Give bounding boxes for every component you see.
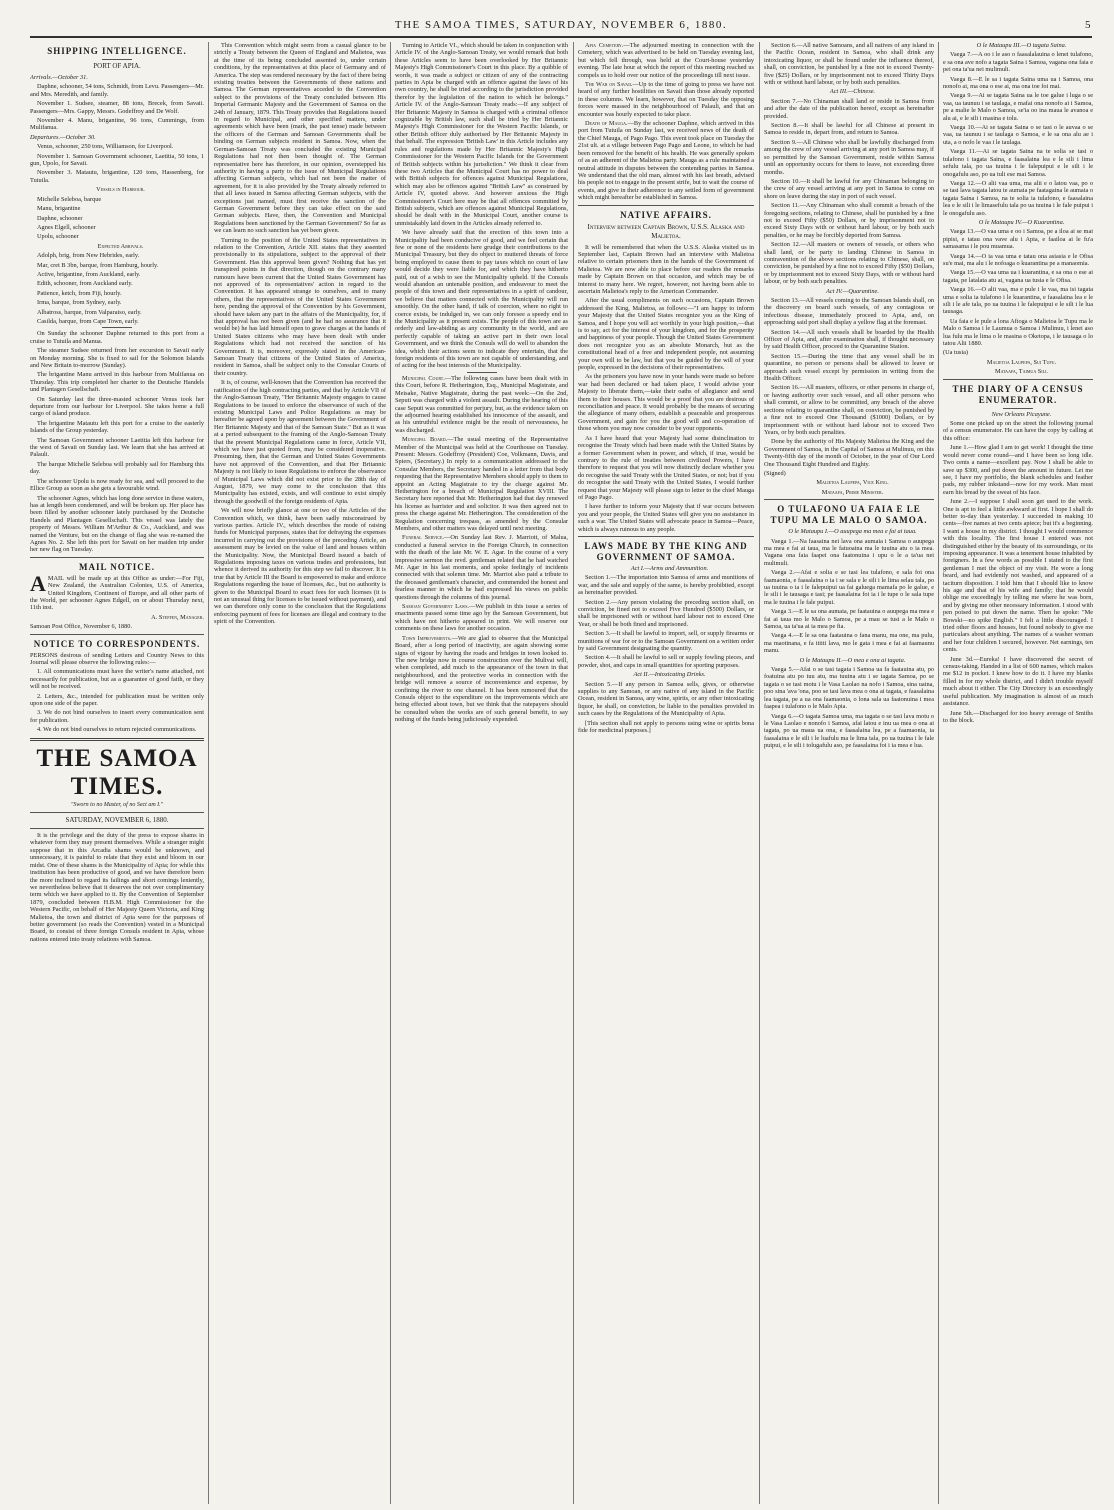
local-item-title: Municipal Court. [402,374,445,382]
local-item-text: —On Sunday last Rev. J. Marriott, of Malua, conducted a funeral service in the Foreign Church, in connection with the death of the late Mr. W. E. Agar. In the course of a very impressive sermon the revd. gentleman related that he had watched Mr. Agar in his last moments, and spoke feelingly of incidents connected with that solemn time. Mr. Marriot also paid a tribute to the deceased gentleman's character, and commended the honest and fearless manner in which he had expressed his views on public questions through the columns of this journal. [395,534,568,601]
native-paragraph: As I have heard that your Majesty had some disinclination to recognise the Treaty which had been made with the United States by a former Government when in power, and which, if true, would be contrary to the rule of treaties between civilized Powers, I have therefore to request that you will now distinctly declare whether you do recognise the said Treaty with the United States, or not; but if you do recognise the said Treaty with the United States, I would further request that your Majesty will please sign to letter to the chief Mauga of Pago Pago. [578,434,754,501]
law-section: Section 9.—All Chinese who shall be lawfully discharged from among the crew of any vessel arriving at any port in Samoa may, if so permitted by the Samoan Government, reside within Samoa until an opportunity occurs for them to leave, not exceeding three months. [764,138,934,176]
local-item-text: —The usual meeting of the Representative Member of the Municipal was held at the Courthouse on Tuesday. Present: Messrs. Godeffroy (President) Coe, Volkmann, Davis, and Spiers, (Secretary.) In reply to a communication addressed to the Consular Members, the Secretary handed in a letter from that body requesting that the Representative Members should apply to them to appoint an Acting Magistrate to try the charge against Mr. Hetherington for a breach of Municipal Regulation XVIII. The Secretary here reported that Mr. Hetherington had that day renewed his license as barrister and and solicitor. It was then agreed not to press the charge against Mr. Hetherington. The consideration of the Regulation concerning trespass, as amended by the Consular Members, and other matters was delayed until next meeting. [395,436,568,532]
editorial-paragraph: Turning to Article VI., which should be taken in conjunction with Article IV. of the Anglo-Samoan Treaty, we would remark that both these Articles seem to have been overlooked by Her Britannic Majesty's High Commissioner's Court in this place. By a quibble of words, it was made a subject or citizen of any of the contracting parties in Apia be charged with an offence against the laws of his own country, he shall be tried according to the jurisdiction provided therefor by the legislation of the nation to which he belongs." Article IV. of the Anglo-Samoan Treaty reads:—If any subject of Her Britannic Majesty in Samoa is charged with a criminal offence cognizable by British law, such shall be tried by Her Britannic Majesty's High Commissioner for the Western Pacific Islands, or other British officer duly authorised by Her Britannic Majesty in that behalf. The expression 'British Law' in this Article includes any rules and regulations made by Her Britannic Majesty's High Commissioner for the Western Pacific Islands for the Government of British subjects within his jurisdiction." We think it clear from these two Articles that the Municipal Court has no power to deal with British subjects for offences against Municipal Regulations, which may also be offences against "British Law" as construed by Article IV, quoted above. And however anxious the High Commissioner's Court here may be that all offences committed by British subjects, which are offences against Municipal Regulations, should be dealt with in the Municipal Court, another course is unmistakably laid down in the Articles already referred to. [395,42,568,227]
correspondents-rule: 4. We do not bind ourselves to return rejected communications. [37,726,197,734]
law-section: [This section shall not apply to persons using wine or spirits bona fide for medicinal purposes.] [578,719,754,735]
diary-paragraph: June 2.—I suppose I shall soon get used to the work. One is apt to feel a little awkward at first. I hope I shall do better to-day than yesterday. I succeeded in making 10 cents—five names at two cents apiece; but it's a beginning. I want a house in my district. I thought I would commence with this locality. The first house I entered was not distinguished either by the beauty of its surroundings, or its imposing appearance. It was a tenement house inhabited by foreigners. In a few words as possible I stated to the first gentleman I met the object of my visit. He wore a long beard, and had evidently not washed, and appeared of a taciturn disposition. I told him that I should like to know his age and that of his wife and family; that he would oblige me exceedingly by telling me where he was born, and by giving me other necessary information. I stood with pen poised to put down the name. Then he spoke: "Me Bowski—no spike English." I felt a little discouraged. I tried other floors and houses, but found nobody to give me particulars about anything. The names of a washer woman and her four children I secured, however. Net earnings, ten cents. [943,498,1093,654]
arrival-entry: November 4. Manu, brigantine, 96 tons, Cummings, from Mulifanua. [30,117,204,132]
local-item [395,635,568,724]
port-heading: PORT OF APIA. [93,62,141,70]
column-4 [578,42,754,1504]
departures-label: Departures.—October 30. [30,133,96,141]
vaega: Vaega 15.—O vaa uma ua i kuarantina, e sa ona o ese ai tagata, pe latalata atu ai, vagana ua tusia e le Ofisa. [943,269,1093,284]
diary-heading: THE DIARY OF A CENSUS ENUMERATOR. [952,383,1084,405]
running-head-title: THE SAMOA TIMES, SATURDAY, NOVEMBER 6, 1880. [394,19,728,31]
expected-entry: Casilda, barque, from Cape Town, early. [37,317,139,325]
column-5 [764,42,934,1504]
editorial-paragraph: We have already said that the erection of this town into a Municipality had been conducive of good, and we feel certain that few or none of the residents here grudge their contributions to the Municipal Treasury, but they do object to muttered threats of force being employed to cause them to pay taxes which no court of law would decide they were liable for, and which they have hitherto paid, out of a wish to see the Municipality upheld. If the Consuls would abandon an untenable position, and endeavour to meet the people of this town and their representatives in a spirit of candour, we believe that matters connected with the Municipality will run smoothly. On the other hand, if talk of coercion, where no right to coerce exists, be indulged in, we can only foresee a speedy end to the Municipality as it present exists. The people of this town are as orderly and law-abiding as any community in the world, and are perfectly capable of taking an active part in their own local Government, and we think the Consuls will do well to abandon the idea, which their actions seem to indicate they entertain, that the foreign residents of this town are not capable of understanding, and of acting for the best interests of the Municipality. [395,229,568,370]
vessel-entry: Michelle Seleboa, barque [37,195,102,203]
law-section: Section 13.—All vessels coming to the Samoan Islands shall, on the discovery on board such vessels, of any contagious or infectious disease, immediately proceed to Apia, and, on approaching said port shall display a yellow flag at the foremast. [764,297,934,327]
local-item-title: Funeral Service. [402,534,445,542]
law-section: Section 10.—It shall be lawful for any Chinaman belonging to the crew of any vessel arriving at any port in Samoa to come on shore on leave during the stay in port of such vessel. [764,177,934,200]
section-rule [578,536,754,537]
local-item [395,375,568,434]
section-rule [578,205,754,206]
tulafono-heading: O TULAFONO UA FAIA E LE TUPU MA LE MALO O SAMOA. [770,504,928,526]
diary-paragraph: June 5th.—Discharged for too heavy average of Smiths to the block. [943,709,1093,724]
shipping-note: The Samoan Government schooner Laetitia left this harbour for the west of Savaii on Sunday last. We learn that she has arrived at Palauli. [30,436,204,459]
local-item-title: Samoan Government Laws. [402,603,470,611]
law-section: Section 4.—It shall be lawful to sell or supply fowling pieces, and powder, shot, and caps in small quantities for sporting purposes. [578,654,754,669]
vaega: Vaega 13.—O vaa uma e oo i Samoa, pe a iloa ai se mai pipisi, e tatau ona vave alu i Apia, e faailoa ai le fu'a samasama i le pou muamua. [943,228,1093,251]
shipping-note: On Saturday last the three-masted schooner Venus took her departure from our harbour for Liverpool. She takes home a full cargo of island produce. [30,395,204,418]
local-item [578,42,754,79]
ornament-rule [1003,408,1033,409]
law-section: Section 7.—No Chinaman shall land or reside in Samoa from and after the date of the publication hereof, except as hereinafter provided. [764,97,934,120]
column-1 [30,42,204,1504]
diary-source: New Orleans Picayune. [991,410,1052,418]
local-item-text: —By the schooner Daphne, which arrived in this port from Tutuila on Sunday last, we received news of the death of the Chief Mauga, of Pago Pago. This event took place on Tuesday the 21st ult. at a village between Pago Pago and Leone, to which he had been removed for the benefit of his health. He was generally spoken of as an adherent of the Malietoa party. Mauga as a rule maintained a neutral attitude in disputes between the contending parties in Samoa. We understand that the old man, almost with his last breath, advised his people not to engage in the present strife, but to wait the course of events, and give in their adherence to any settled form of government which might hereafter be established in Samoa. [578,120,754,202]
local-item-title: Death of Mauga. [585,120,628,128]
section-rule [30,557,204,558]
law-section: Section 14.—All such vessels shall be boarded by the Health Officer of Apia, and, after examination shall, if thought necessary by said Health Officer, proceed to the Quarantine Station. [764,328,934,351]
expected-entry: Active, brigantine, from Auckland, early. [37,270,141,278]
vaega: Vaega 10.—Ai se tagata Saina o se tasi o le auvaa o se vaa, ua taunuu i se taulaga o Samoa, e le sa ona alu ae i uta, a o nofo le vaa i le taulaga. [943,124,1093,146]
mail-heading: MAIL NOTICE. [78,561,155,572]
shipping-heading: SHIPPING INTELLIGENCE. [47,46,187,56]
laws-closing: Done by the authority of His Majesty Malietoa the King and the Government of Samoa, in the Capital of Samoa at Mulinuu, on this Twenty-fifth day of the month of October, in the year of Our Lord One Thousand Eight Hundred and Eighty. [764,438,934,468]
mail-body [30,570,204,612]
vessels-label: Vessels in Harbour. [96,186,145,194]
column-divider [573,42,574,1504]
vaega: Vaega 11.—Ai se tagata Saina na te solia se tasi o tulafono i tagata Saina, e faasalaina lea e le sili i lima sefulu tala, po ua tuuina i le falepuipui e le sili i le onogafulu aso, po ua tuli ese mai Samoa. [943,148,1093,178]
correspondents-rule: 3. We do not bind ourselves to insert every communication sent for publication. [30,709,204,724]
law-section: Section 16.—All masters, officers, or other persons in charge of, or having authority over such vessel, and all other persons who shall commit, or allow to be committed, any breach of the above sections relating to quarantine shall, on conviction, be punished by a fine not to exceed One Thousand ($1000) Dollars, or by imprisonment with or without hard labour not to exceed Two Years, or by both such penalties. [764,384,934,436]
vaega: Vaega 14.—O ia vaa uma e tatau ona asiasia e le Ofisa su'e mai, ma alu i le nofoaga o kuarantina pe a manaomia. [943,252,1093,267]
shipping-note: On Sunday the schooner Daphne returned to this port from a cruise to Tutuila and Manua. [30,330,204,345]
correspondents-rule: 2. Letters, &c., intended for publication must be written only upon one side of the paper. [30,692,204,708]
column-divider [390,42,391,1504]
local-item-text: —We are glad to observe that the Municipal Board, after a long period of inactivity, are again showing some signs of vigour by having the roads and bridges in town looked to. The new bridge now in course construction over the Mulivai will, when completed, add much to the appearance of the town in that neighbourhood, and the protective works in connection with the bridge will remove a source of inconvenience and expense, by confining the river to one channel. It has been rumoured that the Consuls object to the expenditure on the improvements which are being effected about town, but we think that the ratepayers should be consulted when the works are of such general benefit, to say nothing of the funds being judiciously expended. [395,634,568,724]
section-rule [764,499,934,500]
vaega: Vaega 4.—E le sa ona faatauina o fana manu, ma one, ma pulu, ma maotinana, e fa itiiti lava, mo le gata i mea e fai ai faamaunu manu. [764,632,934,655]
vaega: Vaega 9.—Ai se tagata Saina ua le toe galue i luga o se vaa, ua taunuu i se taulaga, e mafai ona nonofo ai i Samoa, pe a malie le Malo o Samoa, se'ia oo ina maua le avanoa e alu ai, e le sili i masina e tolu. [943,92,1093,122]
native-affairs-heading: NATIVE AFFAIRS. [620,209,712,220]
vaega: Vaega 1.—Na faasaina nei lava ona aumaia i Samoa o auupega ma mea e fai ai taua, ma le fatuoaina ma le tuuina atu o ia mea. Vagana ona faia faapei ona faatonuina i upu o le a ta'ua nei mulimuli. [764,537,934,567]
expected-entry: Albatross, barque, from Valparaiso, early. [37,308,142,316]
shipping-note: The brigantine Manu arrived in this harbour from Mulifanua on Thursday. This trip completed her charter to the Deutsche Handels und Plantagen Gesellschaft. [30,371,204,394]
arrival-entry: Daphne, schooner, 54 tons, Schmidt, from Levu. Passengers—Mr. and Mrs. Meredith, and family. [30,83,204,98]
shipping-note: The schooner Upolu is now ready for sea, and will proceed to the Ellice Group as soon as she gets a favourable wind. [30,477,204,493]
mail-dateline: Samoan Post Office, November 6, 1880. [30,623,133,631]
editorial-paragraph: It is, of course, well-known that the Convention has received the ratification of the high contracting parties, and that by Article VII of the Anglo-Samoan Treaty, "Her Britannic Majesty engages to cause Regulations to be issued to enforce the observance of such of the existing Municipal Laws and Police Regulations as may be hereafter be agreed upon by agreement between the Government of Her Britannic Majesty and that of the Samoan State." But as it was at a period subsequent to the framing of the Anglo-Samoan Treaty that the present Municipal Regulations came in force, Article VII, which we have just quoted from, may be considered inoperative. Presuming, then, that the German and United States Governments have not approved of the Convention, and that Her Britannic Majesty is not likely to issue Regulations to enforce the observance of Municipal Laws which did not exist prior to the 28th day of August, 1879, we may come to the conclusion that this Municipality has existed, exists, and will continue to exist simply through the goodwill of the foreign residents of Apia. [214,379,386,505]
editorial-paragraph: We will now briefly glance at one or two of the Articles of the Convention which, we think, have been sadly misconstrued by various parties. Article IV., which describes the mode of raising funds for Municipal purposes, states that for defraying the expenses incurred in carrying out the provisions of the preceding Article, an assessment may be levied on the value of land and houses within the Municipality. Now, the Municipal Board issued a batch of Regulations imposing taxes on various trades and professions, but whence it derived its authority for this step we fail to discover. It is true that by Article III the Board is empowered to make and enforce Regulations regarding the issue of licenses, &c., but no authority is given to the Municipal Board to exact fees for such licenses (it is not an unusual thing for licenses to be issued without payment), and we can therefore only come to the conclusion that the Regulations enforcing payment of fees for licenses are illegal and contrary to the spirit of the Convention. [214,507,386,626]
native-paragraph: It will be remembered that when the U.S.S. Alaska visited us in September last, Captain Brown had an interview with Malietoa relative to certain prisoners then in the hands of the Government of Malietoa. We are now able to place before our readers the remarks made by Captain Brown on that occasion, and which may be of interest to many here. We regret, however, not having been able to ascertain Malietoa's reply to the American Commander. [578,243,754,295]
vessel-entry: Manu, brigantine [37,205,81,213]
law-section: Section 11.—Any Chinaman who shall commit a breach of the foregoing sections, relating to Chinese, shall be punished by a fine not to exceed Fifty ($50) Dollars, or by imprisonment not to exceed Sixty Days with or without hard labour, or by both such penalties, or he may be forcibly deported from Samoa. [764,202,934,239]
correspondents-heading: NOTICE TO CORRESPONDENTS. [33,638,201,649]
diary-paragraph: Some one picked up on the street the following journal of a census enumerator. He can have the copy by calling at this office: [943,420,1093,442]
signed-label: (Signed) [764,469,786,477]
editorial-paragraph: This Convention which might seem from a casual glance to be strictly a Treaty between the Queen of England and Malietoa, was at the time of its being concluded assented to, under certain conditions, by the representatives at this place of Germany and of America. The step was rendered necessary by the fact of there being existing treaties between the Governments of these nations and Samoa. The German representatives acceded to the Convention subject to the provisions of the Treaty concluded between His Imperial Germanic Majesty and the Government of Samoa on the 24th of January, 1879. This Treaty provides that Regulations issued in regard to Municipal, and other specified matters, under agreements which have been (mark, the past tense) made between the officers of the German and Samoan Governments shall be binding on German subjects resident in Samoa. Now, when the German-Samoan Treaty was concluded the existing Municipal Regulations had not then been thought of. The German representative here has therefore, in our opinion, overstepped his authority in having a party to the issue of Municipal Regulations affecting German subjects, which had not been the matter of agreement, for it is also provided by the Treaty already referred to that all laws issued in Samoa affecting German subjects, with the exceptions just named, must first receive the sanction of the German Government before they can take effect on the said German subjects. Have, then, the Convention and Municipal Regulations been sanctioned by the German Government? So far as we can learn no such sanction has yet been given. [214,42,386,235]
local-item [395,534,568,601]
vessel-entry: Agnes Elgell, schooner [37,223,96,231]
correspondents-rule: 1. All communications must have the writer's name attached, not necessarily for publication, but as a guarantee of good faith, or they will not be received. [30,668,204,691]
laws-heading: LAWS MADE BY THE KING AND GOVERNMENT OF SAMOA. [584,540,748,562]
column-3 [395,42,568,1504]
law-section: Section 1.—The importation into Samoa of arms and munitions of war, and the sale and supply of the same, is hereby prohibited, except as hereinafter provided. [578,574,754,597]
signature: Malietoa Laupepa, Vice King. [816,479,889,487]
expected-entry: Irma, barque, from Sydney, early. [37,299,122,307]
law-section: Section 8.—It shall be lawful for all Chinese at present in Samoa to reside in, depart from, and return to Samoa. [764,122,934,137]
law-section: Section 12.—All masters or owners of vessels, or others who shall land, or be party to landing Chinese in Samoa in contravention of the above sections relating to Chinese, shall, on conviction, be punished by a fine not to exceed Fifty ($50) Dollars, or by imprisonment not to exceed Sixty Days, with or without hard labour, or by both such penalties. [764,241,934,286]
native-paragraph: As the prisoners you have now in your hands were made so before war had been declared or had taken place, I would advise your Majesty to liberate them,—take their oaths of allegiance and send them to their houses. This would be a proof that you are desirous of reconciliation and peace. It would probably be the means of securing the allegiance of many others, establish a peaceable and prosperous Government, and gain for you the good will and co-operation of those whom you may now consider to be your opponents. [578,373,754,433]
vaega: Vaega 3.—E le sa ona aumaia, pe faatauina o auupega ma mea e fai ai taua mo le Malo o Samoa, pe a mau se tusi a le Malo o Samoa, ua ta'ua ai ia mea pe fia. [764,608,934,631]
shipping-note: The brigantine Matautu left this port for a cruise to the easterly Islands of the Group yesterday. [30,419,204,435]
paper-dateline: SATURDAY, NOVEMBER 6, 1880. [65,816,169,825]
local-item-text: —The adjourned meeting in connection with the Cemetery, which was advertised to be held on Tuesday evening last, but which fell through, was held at the Court-house yesterday evening. The late hour at which the report of this meeting reached us compels us to hold over our notice of the proceedings till next issue. [578,42,754,79]
column-6 [943,42,1093,1504]
local-item [395,436,568,532]
law-section: Section 6.—All native Samoans, and all natives of any island in the Pacific Ocean, resident in Samoa, who shall drink any intoxicating liquor, or shall be found under the influence thereof, shall, on conviction, be punished by a fine not to exceed Twenty-five ($25) Dollars, or by imprisonment not to exceed Thirty Days with or without hard labour, or by both such penalties. [764,42,934,87]
native-affairs-subheading: Interview between Captain Brown, U.S.S. Alaska and Malietoa. [587,222,745,240]
vaega: Vaega 7.—A oo i le aso o faasalalauina o lenei tulafono, e sa ona ave nofo a tagata Saina i Samoa, vagana ona faia e pei ona ta'ua nei mulimuli. [943,51,1093,74]
editorial-paragraph: Turning to the position of the United States representatives in relation to the Convention, Article XII. states that they assented provisionally to its stipulations, subject to the approval of their Government. Has this approval been given? Nothing that has yet transpired points in that direction, though on the contrary many rumours have been current that the United States Government has not approved of its representatives' action in regard to the Convention. It has appeared strange to ourselves, and to many others, that the representatives of the United States Government here, pending the approval of the Convention by his Government, should have taken any part in the affairs of the Municipality, for, if that approval has not been given (and he had no assurance that it would be) he has laid himself open to grave charges at the hands of United States citizens who may have been dealt with under Regulations which had not received the sanction of his Government. It is, moreover, expressly stated in the American-Samoan Treaty that citizens of the United States of America, resident in Samoa, shall be subject only to the Consular Courts of their country. [214,236,386,377]
shipping-note: The barque Michelle Seleboa will probably sail for Hamburg this day. [30,460,204,476]
column-2 [214,42,386,1504]
local-item [578,81,754,118]
departure-entry: November 1. Samoan Government schooner, Laetitia, 50 tons, 1 gun, Upolo, for Savaii. [30,152,204,168]
signature: Mataafa, Prime Minister. [821,488,884,496]
column-divider [208,42,209,1504]
header-rule [30,36,1092,38]
expected-entry: Edith, schooner, from Auckland early. [37,280,133,288]
expected-label: Expected Arrivals. [97,242,144,250]
correspondents-intro: PERSONS desirous of sending Letters and Country News to this Journal will please observe the following rules:— [30,651,204,666]
local-item [578,120,754,201]
act-title: Act I.—Arms and Ammunition. [630,564,709,572]
mataupu-title: O le Mataupu II.—O mea e ona ai tagata. [799,656,906,664]
vaega: Vaega 6.—O tagata Samoa uma, ma tagata o se tasi lava motu o le Vasa Laolao e nonofo i Samoa, afai latou e inu ua mea o ona ai tagata, po ua maua ua ona, e faasalaina lea, pe a faamaonia, ia faasalaina e le sili i le luafulu ma le lima tala, po ua tuuina i le fale puipui, e le sili i tolugafulu aso, pe faasalaina foi i ia mea e lua. [764,712,934,750]
mataupu-title: O le Mataupu I.—O auupega ma mea e fai ai taua. [788,528,917,536]
act-title: Act IV.—Quarantine. [826,287,879,295]
vaega: Vaega 2.—Afai e solia e se tasi lea tulafono, e sala foi ona faamaonia, e faasalaina o ia i se sala e le sili i le lima selau tala, po ua tuuina o ia i le falepuipui ua fai galuega mamafa po le galue, e le sili i le tausaga e tasi; pe faasalaina foi ia i le tupe o le sala tupe ma le tuuina i le fale puipui. [764,569,934,606]
local-item-title: Town Improvements. [402,634,452,642]
column-divider [759,42,760,1504]
vaega: Vaega 12.—O alii vaa uma, ma alii e o latou vaa, po o se tasi lava tagata latou te aumaia pe faatagaina le aumaia o tagata Saina i Samoa, na te solia ia tulafono, e faasalaina lea e le sili i le limasefulu tala po ua tuuina i le fale puipui i le onogafulu aso. [943,179,1093,217]
vaega: Vaega 5.—Afai o se tasi tagata i Samoa ua fa faatauina atu, po foatuina atu po tuu atu, ma tuuina atu i se tagata Samoa, po se tagata o se tasi motu i le Vasa Laolao na nofo i Samoa, sina uaina, poo sina 'ava 'ona, poo se tasi lava mea o ona ai tagata, e faasalaina lea tagata, pe a ua ona faamaonia, o lona sala ua faatonuina i mea faapea i tulafono o le Malo Apia. [764,666,934,711]
local-item [395,603,568,633]
local-item-title: The War on Savaii. [585,81,633,89]
section-rule [30,828,204,829]
expected-entry: Patience, ketch, from Fiji, hourly. [37,289,122,297]
mail-signature: A. Steffen, Manager. [151,613,204,621]
vaega: Vaega 8.—E le sa i tagata Saina uma ua i Samoa, ona nonofo ai, ma ona o ese ai, ma ona toe foi mai. [943,75,1093,91]
paper-motto: "Sworn to no Master, of no Sect am I." [70,801,164,808]
local-item-text: —Up to the time of going to press we have not heard of any further hostilities on Savaii than those already reported in these columns. We learn, however, that on Tuesday the opposing forces were massed in the neighbourhood of Palauli, and that an encounter was hourly expected to take place. [578,81,754,118]
law-section: Section 2.—Any person violating the preceding section shall, on conviction, be fined not to exceed Five Hundred ($500) Dollars, or shall be imprisoned with or without hard labour not to exceed One Year, or shall be both fined and imprisoned. [578,598,754,628]
section-rule [30,812,204,813]
local-item-title: Municipal Board. [402,436,448,444]
section-rule [30,634,204,635]
diary-paragraph: June 3d.—Eureka! I have discovered the secret of census-taking. Handed in a list of 600 names, which makes me $12 in pocket. I knew how to do it. I have my blanks filled in for my whole district, and I didn't trouble myself much about it either. The City Directory is an exceedingly useful publication. My imagination is almost of as much assistance. [943,655,1093,708]
mataupu-title: O le Mataupu III.—O tagata Saina. [976,42,1067,49]
expected-entry: Mar, cret B 3bn, barque, from Hamburg, hourly. [37,261,159,269]
ornament-rule [102,59,132,60]
ornament-rule [102,327,132,328]
mail-body-text: MAIL will be made up at this Office as under:—For Fiji, New Zealand, the Australian Colonies, U.S. of America, United Kingdom, Continent of Europe, and all other parts of the World, per schooner Agnes Edgell, on or about Thursday next, 11th inst. [30,574,204,612]
mail-dropcap: A [30,570,46,596]
law-section: Section 3.—It shall be lawful to import, sell, or supply firearms or munitions of war for or to the Samoan Government on a written order by said Government designating the quantity. [578,630,754,653]
shipping-note: The schooner Agnes, which has long done service in these waters, has at length been condemned, and will be broken up. Her place has been filled by another schooner lately purchased by the Deutsche Handels and Plantagen Gesellschaft. This vessel was lately the property of Messrs. William M'Arthur & Co., Auckland, and was named the Venture, but on the change of flag she was re-named the Agnes No. 2. She left this port for Savaii on her maiden trip under her new flag on Tuesday. [30,494,204,554]
paper-title: THE SAMOA TIMES. [36,744,198,800]
vessel-entry: Upolu, schooner [37,233,79,241]
tulafono-closing: Ua faia e le pule a lona Afioga o Malietoa le Tupu ma le Malo o Samoa i le Laumua o Samoa i Mulinuu, i lenei aso lua fulu ma le lima o le masina o Oketopa, i le tausaga o lo tatou Alii 1880. [943,317,1093,348]
vessel-entry: Daphne, schooner [37,214,83,222]
diary-paragraph: June 1.—How glad I am to get work! I thought the time would never come round—and I have been so long idle. Two cents a name—excellent pay. Now I shall be able to save up $300, and put down the amount in future. Let me see, I have my portfolio, the blank schedules and feather pads, my rubber inkstand—now for my work. Man must earn his bread by the sweat of his face. [943,444,1093,496]
vaega: Vaega 16.—O alii vaa, ma e pule i le vaa, ma isi tagata uma e solia ia tulafono i le kuarantina, e faasalaina lea e le sili i le afe tala, po ua tuuina i le falepuipui e le sili i le lua tausaga. [943,286,1093,316]
section-rule [943,379,1093,380]
signed-label: (Ua tusia) [943,349,969,357]
local-item-text: —We publish in this issue a series of enactments passed some time ago by the Samoan Government, but which have not hitherto appeared in print. We will reserve our comments on these laws for another occasion. [395,603,568,633]
native-paragraph: I have further to inform your Majesty that if war occurs between you and your people, the United States will give you no assistance in such a war. The United States will advocate peace in Samoa—Peace, which is always ruinous to any people. [578,503,754,533]
departure-entry: Venus, schooner, 250 tons, Williamson, for Liverpool. [37,143,174,151]
signature: Malietoa Laupepa, Sui Tupu. [986,358,1057,366]
mataupu-title: O le Mataupu IV.—O Kuarantina. [978,218,1065,226]
local-item-text: —The following cases have been dealt with in this Court, before R. Hetherington, Esq., Municipal Magistrate, and Meisake, Native Magistrate, during the past week:—On the 2nd, Seputi was charged with a violent assault. During the hearing of this case Seputi was committed for perjury, but, as the evidence taken on the adjourned hearing established his innocence of the assault, and as his untruthful evidence might be the result of nervousness, he was discharged. [395,374,568,434]
local-item-title: Apia Cemetery. [585,42,624,49]
signature: Mataafa, Taimua Sili. [995,368,1048,376]
expected-entry: Adolph, brig, from New Hebrides, early. [37,252,140,260]
ornament-rule [467,372,497,373]
column-divider [938,42,939,1504]
page-number: 5 [1085,19,1092,31]
arrivals-label: Arrivals.—October 31. [30,74,88,81]
act-title: Act III.—Chinese. [829,88,876,96]
shipping-note: The steamer Sudsee returned from her excursion to Savaii early on Monday morning. She is fixed to sail for the Solomon Islands and New Britain to-morrow (Sunday). [30,347,204,369]
act-title: Act II.—Intoxicating Drinks. [633,671,706,679]
arrival-entry: November 1. Sudsee, steamer, 88 tons, Brecek, from Savaii. Passengers—Mrs. Gappy, Messrs. Godeffroy and De Wolf. [30,100,204,115]
running-head [30,18,1092,32]
law-section: Section 15.—During the time that any vessel shall be in quarantine, no person or persons shall be allowed to leave or approach such vessel except by permission in writing from the Health Officer. [764,352,934,383]
section-rule [30,738,204,741]
native-paragraph: After the usual compliments on such occasions, Captain Brown addressed the King, Malietoa, as follows:—"I am happy to inform your Majesty that the United States recognize you as the King of Samoa, and I hope you will act worthily in your high position,—that is to say, act for the interest of your kingdom, and for the prosperity and happiness of your people. Though the United States Government does not recognize you as an absolute Monarch, but as the constitutional head of a free and independent people, not assuming your own will to be law, but that you be guided by the will of your people, expressed in the decisions of their representatives. [578,297,754,372]
editorial-paragraph: It is the privilege and the duty of the press to expose shams in whatever form they may present themselves. While a stranger might suppose that in this Arcadia shams would be unknown, and unnecessary, it is painful to relate that they exist and bloom in our midst. One of these shams is the Municipality of Apia; for while this institution has been productive of good, and we have therefore been the more inclined to regard its failings and short comings leniently, we nevertheless believe that it deserves the not over complimentary term which we have applied to it. By the Convention of September 1879, concluded between H.B.M. High Commissioner for the Western Pacific, on behalf of Her Majesty Queen Victoria, and King Malietoa, the town and district of Apia were for the purposes of better government (so reads the Convention) vested in a Municipal Board, to consist of three foreign Consuls resident in Apia, whose nations entered into treaty relations with Samoa. [30,832,204,943]
law-section: Section 5.—If any person in Samoa sells, gives, or otherwise supplies to any Samoan, or any native of any island in the Pacific Ocean, resident in Samoa, any wine, spirits, or any other intoxicating liquor, he shall, on conviction, be liable to the penalties provided in such cases by the Regulations of the Municipality of Apia. [578,680,754,718]
departure-entry: November 3. Matautu, brigantine, 120 tons, Hassenberg, for Tutuila. [30,169,204,184]
